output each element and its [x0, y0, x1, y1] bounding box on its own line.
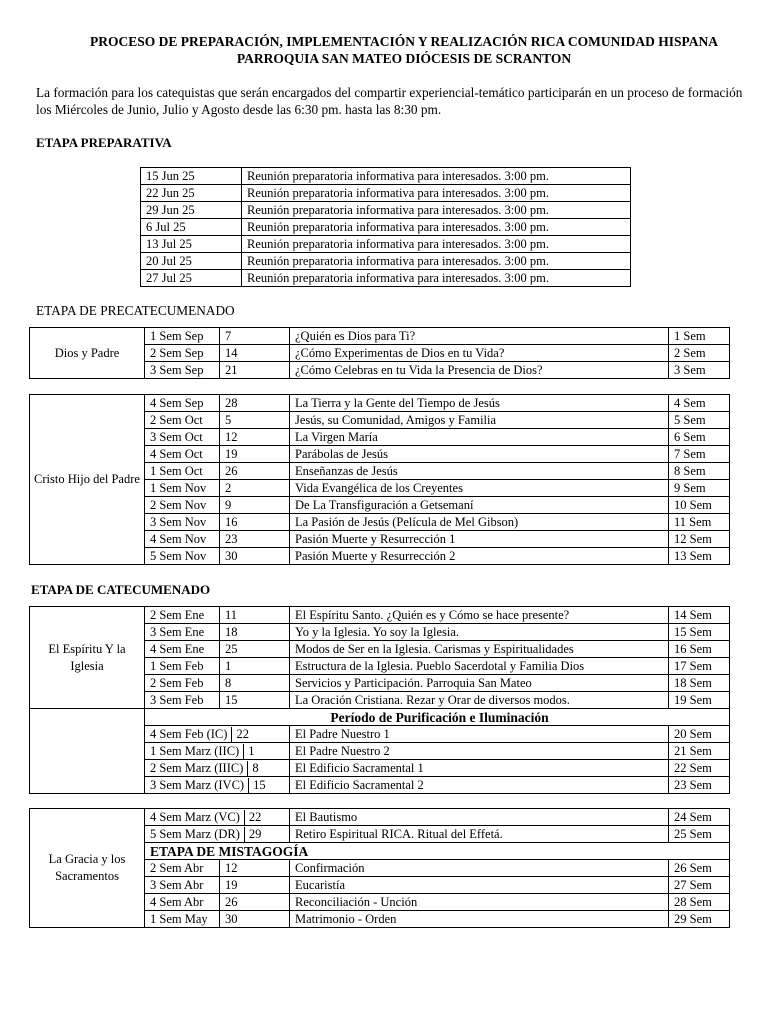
week-day-cell: [145, 826, 290, 843]
date-cell: 6 Jul 25: [141, 219, 242, 236]
sem-cell: 20 Sem: [669, 726, 730, 743]
day-cell: 14: [220, 345, 290, 362]
catecumenado-table-2: [29, 808, 730, 928]
week-cell: 2 Sem Oct: [145, 412, 220, 429]
topic-cell: La Pasión de Jesús (Película de Mel Gibson): [290, 514, 669, 531]
day-cell: 11: [220, 607, 290, 624]
day-text: 15: [248, 778, 266, 793]
description-cell: Reunión preparatoria informativa para interesados. 3:00 pm.: [242, 236, 631, 253]
topic-cell: Parábolas de Jesús: [290, 446, 669, 463]
sem-cell: 9 Sem: [669, 480, 730, 497]
section-heading-preparativa: ETAPA PREPARATIVA: [36, 135, 172, 150]
topic-cell: Enseñanzas de Jesús: [290, 463, 669, 480]
table-row: [30, 395, 730, 412]
week-cell: 4 Sem Sep: [145, 395, 220, 412]
table-row: [30, 328, 730, 345]
sem-cell: 28 Sem: [669, 894, 730, 911]
week-cell: 2 Sem Sep: [145, 345, 220, 362]
topic-cell: Estructura de la Iglesia. Pueblo Sacerdotal y Familia Dios: [290, 658, 669, 675]
sem-cell: 23 Sem: [669, 777, 730, 794]
topic-cell: De La Transfiguración a Getsemaní: [290, 497, 669, 514]
day-cell: 26: [220, 463, 290, 480]
sem-cell: 1 Sem: [669, 328, 730, 345]
description-cell: Reunión preparatoria informativa para interesados. 3:00 pm.: [242, 168, 631, 185]
week-cell: 3 Sem Ene: [145, 624, 220, 641]
day-cell: 19: [220, 877, 290, 894]
week-text: 4 Sem Marz (VC): [150, 809, 240, 824]
sem-cell: 3 Sem: [669, 362, 730, 379]
table-row: [141, 253, 631, 270]
day-cell: 9: [220, 497, 290, 514]
sem-cell: 16 Sem: [669, 641, 730, 658]
week-text: 1 Sem Marz (IIC): [150, 743, 240, 758]
sem-cell: 8 Sem: [669, 463, 730, 480]
topic-cell: Jesús, su Comunidad, Amigos y Familia: [290, 412, 669, 429]
sem-cell: 24 Sem: [669, 809, 730, 826]
intro-paragraph: La formación para los catequistas que serán encargados del compartir experiencial-temático participarán en un proceso de formación los Miércoles de Junio, Julio y Agosto desde las 6:30 pm. hasta las 8:30 pm.: [36, 85, 743, 117]
day-cell: 1: [220, 658, 290, 675]
date-cell: 27 Jul 25: [141, 270, 242, 287]
topic-cell: Vida Evangélica de los Creyentes: [290, 480, 669, 497]
mistagogia-heading: ETAPA DE MISTAGOGÍA: [145, 843, 730, 860]
date-cell: 13 Jul 25: [141, 236, 242, 253]
date-cell: 29 Jun 25: [141, 202, 242, 219]
description-cell: Reunión preparatoria informativa para interesados. 3:00 pm.: [242, 185, 631, 202]
week-cell: 2 Sem Nov: [145, 497, 220, 514]
week-cell: 1 Sem Feb: [145, 658, 220, 675]
block-label-continuation: [30, 709, 145, 794]
day-cell: 16: [220, 514, 290, 531]
week-text: 5 Sem Marz (DR): [150, 826, 240, 841]
sem-cell: 21 Sem: [669, 743, 730, 760]
week-cell: 3 Sem Feb: [145, 692, 220, 709]
topic-cell: Yo y la Iglesia. Yo soy la Iglesia.: [290, 624, 669, 641]
topic-cell: El Padre Nuestro 2: [290, 743, 669, 760]
topic-cell: La Tierra y la Gente del Tiempo de Jesús: [290, 395, 669, 412]
topic-cell: ¿Quién es Dios para Ti?: [290, 328, 669, 345]
week-day-cell: [145, 809, 290, 826]
description-cell: Reunión preparatoria informativa para interesados. 3:00 pm.: [242, 219, 631, 236]
week-day-cell: [145, 743, 290, 760]
week-cell: 1 Sem May: [145, 911, 220, 928]
table-row: [141, 202, 631, 219]
topic-cell: El Padre Nuestro 1: [290, 726, 669, 743]
week-text: 3 Sem Marz (IVC): [150, 777, 245, 792]
sem-cell: 5 Sem: [669, 412, 730, 429]
topic-cell: Modos de Ser en la Iglesia. Carismas y Espiritualidades: [290, 641, 669, 658]
day-text: 29: [244, 827, 262, 842]
date-cell: 20 Jul 25: [141, 253, 242, 270]
sem-cell: 25 Sem: [669, 826, 730, 843]
week-cell: 4 Sem Nov: [145, 531, 220, 548]
day-cell: 21: [220, 362, 290, 379]
table-row: [141, 219, 631, 236]
day-cell: 8: [220, 675, 290, 692]
topic-cell: ¿Cómo Experimentas de Dios en tu Vida?: [290, 345, 669, 362]
week-text: 2 Sem Marz (IIIC): [150, 760, 244, 775]
week-cell: 3 Sem Abr: [145, 877, 220, 894]
week-day-cell: [145, 777, 290, 794]
sem-cell: 22 Sem: [669, 760, 730, 777]
day-text: 22: [244, 810, 262, 825]
table-row: [141, 270, 631, 287]
table-row: [141, 236, 631, 253]
day-text: 8: [247, 761, 258, 776]
week-cell: 4 Sem Abr: [145, 894, 220, 911]
week-day-cell: [145, 760, 290, 777]
day-cell: 30: [220, 911, 290, 928]
topic-cell: La Oración Cristiana. Rezar y Orar de diversos modos.: [290, 692, 669, 709]
date-cell: 15 Jun 25: [141, 168, 242, 185]
catecumenado-table-1: [29, 606, 730, 794]
description-cell: Reunión preparatoria informativa para interesados. 3:00 pm.: [242, 270, 631, 287]
sem-cell: 2 Sem: [669, 345, 730, 362]
week-text: 4 Sem Feb (IC): [150, 726, 228, 741]
day-cell: 2: [220, 480, 290, 497]
table-row: [30, 809, 730, 826]
sem-cell: 26 Sem: [669, 860, 730, 877]
topic-cell: Confirmación: [290, 860, 669, 877]
week-cell: 2 Sem Ene: [145, 607, 220, 624]
day-cell: 12: [220, 429, 290, 446]
document-title-line-1: PROCESO DE PREPARACIÓN, IMPLEMENTACIÓN Y REALIZACIÓN RICA COMUNIDAD HISPANA: [90, 34, 718, 49]
day-cell: 30: [220, 548, 290, 565]
block-label: Dios y Padre: [30, 328, 145, 379]
period-heading-row: [30, 709, 730, 726]
topic-cell: El Edificio Sacramental 1: [290, 760, 669, 777]
sem-cell: 29 Sem: [669, 911, 730, 928]
block-label: El Espíritu Y la Iglesia: [30, 607, 145, 709]
table-row: [141, 185, 631, 202]
week-cell: 5 Sem Nov: [145, 548, 220, 565]
week-cell: 1 Sem Nov: [145, 480, 220, 497]
day-cell: 18: [220, 624, 290, 641]
week-cell: 1 Sem Sep: [145, 328, 220, 345]
day-cell: 25: [220, 641, 290, 658]
sem-cell: 13 Sem: [669, 548, 730, 565]
week-cell: 3 Sem Sep: [145, 362, 220, 379]
topic-cell: Pasión Muerte y Resurrección 1: [290, 531, 669, 548]
sem-cell: 12 Sem: [669, 531, 730, 548]
topic-cell: Servicios y Participación. Parroquia San Mateo: [290, 675, 669, 692]
topic-cell: Reconciliación - Unción: [290, 894, 669, 911]
precatecumenado-table-1: [29, 327, 730, 379]
week-cell: 1 Sem Oct: [145, 463, 220, 480]
day-cell: 12: [220, 860, 290, 877]
section-heading-catecumenado: ETAPA DE CATECUMENADO: [31, 582, 211, 597]
sem-cell: 10 Sem: [669, 497, 730, 514]
date-cell: 22 Jun 25: [141, 185, 242, 202]
document-title-line-2: PARROQUIA SAN MATEO DIÓCESIS DE SCRANTON: [236, 51, 572, 66]
day-cell: 7: [220, 328, 290, 345]
precatecumenado-table-2: [29, 394, 730, 565]
topic-cell: Matrimonio - Orden: [290, 911, 669, 928]
table-row: [30, 607, 730, 624]
topic-cell: El Bautismo: [290, 809, 669, 826]
week-cell: 3 Sem Nov: [145, 514, 220, 531]
week-cell: 3 Sem Oct: [145, 429, 220, 446]
topic-cell: Eucaristía: [290, 877, 669, 894]
block-label: Cristo Hijo del Padre: [30, 395, 145, 565]
day-cell: 23: [220, 531, 290, 548]
week-cell: 4 Sem Oct: [145, 446, 220, 463]
description-cell: Reunión preparatoria informativa para interesados. 3:00 pm.: [242, 202, 631, 219]
day-text: 22: [231, 727, 249, 742]
topic-cell: El Espíritu Santo. ¿Quién es y Cómo se hace presente?: [290, 607, 669, 624]
sem-cell: 15 Sem: [669, 624, 730, 641]
sem-cell: 4 Sem: [669, 395, 730, 412]
week-cell: 2 Sem Abr: [145, 860, 220, 877]
topic-cell: Retiro Espiritual RICA. Ritual del Effetá.: [290, 826, 669, 843]
sem-cell: 19 Sem: [669, 692, 730, 709]
day-cell: 26: [220, 894, 290, 911]
sem-cell: 7 Sem: [669, 446, 730, 463]
day-cell: 28: [220, 395, 290, 412]
topic-cell: El Edificio Sacramental 2: [290, 777, 669, 794]
sem-cell: 11 Sem: [669, 514, 730, 531]
sem-cell: 6 Sem: [669, 429, 730, 446]
sem-cell: 17 Sem: [669, 658, 730, 675]
topic-cell: ¿Cómo Celebras en tu Vida la Presencia de Dios?: [290, 362, 669, 379]
sem-cell: 14 Sem: [669, 607, 730, 624]
topic-cell: Pasión Muerte y Resurrección 2: [290, 548, 669, 565]
week-day-cell: [145, 726, 290, 743]
table-row: [141, 168, 631, 185]
day-text: 1: [243, 744, 254, 759]
period-heading: Período de Purificación e Iluminación: [145, 709, 730, 726]
day-cell: 19: [220, 446, 290, 463]
sem-cell: 27 Sem: [669, 877, 730, 894]
sem-cell: 18 Sem: [669, 675, 730, 692]
week-cell: 2 Sem Feb: [145, 675, 220, 692]
week-cell: 4 Sem Ene: [145, 641, 220, 658]
day-cell: 5: [220, 412, 290, 429]
preparativa-table: [140, 167, 631, 287]
day-cell: 15: [220, 692, 290, 709]
topic-cell: La Virgen María: [290, 429, 669, 446]
section-heading-precatecumenado: ETAPA DE PRECATECUMENADO: [36, 303, 235, 318]
description-cell: Reunión preparatoria informativa para interesados. 3:00 pm.: [242, 253, 631, 270]
block-label: La Gracia y los Sacramentos: [30, 809, 145, 928]
